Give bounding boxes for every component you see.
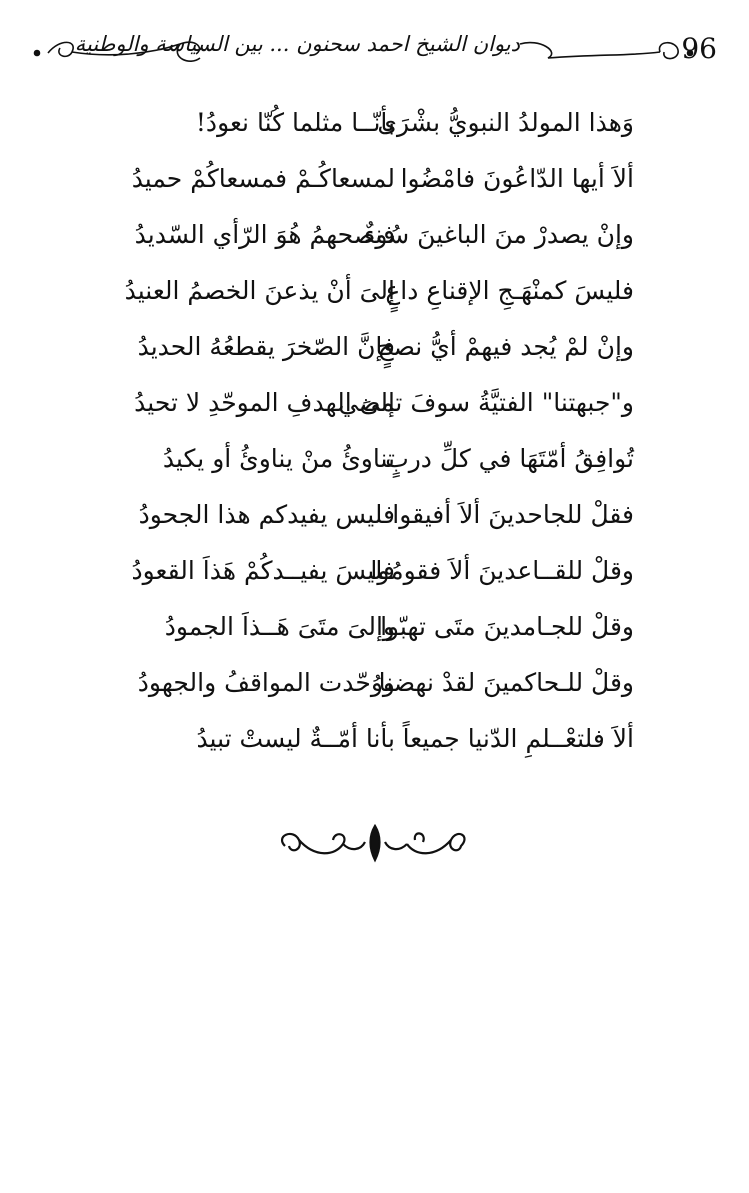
verse-second-hemistich: وإلىَ متَىَ هَــذاَ الجمودُ — [164, 612, 395, 641]
verse-second-hemistich: فنصحهمُ هُوَ الرّأي السّديدُ — [134, 220, 395, 249]
verse-first-hemistich: وإنْ يصدرْ منَ الباغينَ سُوءٌ — [363, 220, 634, 249]
verse-second-hemistich: فإنَّ الصّخرَ يقطعُهُ الحديدُ — [137, 332, 395, 361]
verse-second-hemistich: إلىَ أنْ يذعنَ الخصمُ العنيدُ — [124, 276, 395, 305]
verse-first-hemistich: فليسَ كمنْهَـجِ الإقناعِ داعٍ — [385, 276, 634, 305]
verse-second-hemistich: فليس يفيدكم هذا الجحودُ — [138, 500, 395, 529]
verse-4 — [0, 268, 749, 324]
verse-first-hemistich: وقلْ للقــاعدينَ ألاَ فقومُوا — [370, 556, 634, 585]
verse-second-hemistich: فليسَ يفيــدكُمْ هَذاَ القعودُ — [131, 556, 395, 585]
verse-second-hemistich: ووُحّدت المواقفُ والجهودُ — [137, 668, 395, 697]
verse-10 — [0, 604, 749, 660]
page-header — [0, 18, 749, 78]
verse-2 — [0, 156, 749, 212]
verse-first-hemistich: وإنْ لمْ يُجد فيهمْ أيُّ نصحٍ — [377, 332, 634, 361]
verse-second-hemistich: بأنا أمّــةٌ ليستْ تبيدُ — [196, 724, 395, 753]
verse-first-hemistich: ألاَ فلتعْــلمِ الدّنيا جميعاً — [402, 724, 634, 753]
verse-11 — [0, 660, 749, 716]
running-title: ديوان الشيخ احمد سحنون ... بين السياسة والوطنية — [74, 32, 520, 56]
verse-second-hemistich: بأنّــا مثلما كُنّا نعودُ! — [195, 108, 395, 137]
verse-12 — [0, 716, 749, 772]
verse-first-hemistich: تُوافِقُ أمّتَهَا في كلِّ دربٍ — [385, 444, 634, 473]
verse-first-hemistich: وَهذا المولدُ النبويُّ بشْرَى — [377, 108, 634, 137]
verse-first-hemistich: وقلْ للجـامدينَ متَى تهبّوا — [380, 612, 634, 641]
fleuron-ornament-icon — [265, 818, 485, 868]
verse-first-hemistich: و"جبهتنا" الفتيَّةُ سوفَ تمضي — [338, 388, 634, 417]
verse-1 — [0, 100, 749, 156]
verse-second-hemistich: لمسعاكُـمْ فمسعاكُمْ حميدُ — [131, 164, 395, 193]
verse-second-hemistich: تناوئُ منْ يناوئُ أو يكيدُ — [162, 444, 395, 473]
verse-first-hemistich: ألاَ أيها الدّاعُونَ فامْضُوا — [400, 164, 634, 193]
verse-9 — [0, 548, 749, 604]
verse-first-hemistich: وقلْ للـحاكمينَ لقدْ نهضنا — [378, 668, 634, 697]
verse-8 — [0, 492, 749, 548]
page-number: 96 — [681, 32, 717, 65]
verse-5 — [0, 324, 749, 380]
verse-3 — [0, 212, 749, 268]
verse-6 — [0, 380, 749, 436]
verse-second-hemistich: إلىَ الهدفِ الموحّدِ لا تحيدُ — [134, 388, 395, 417]
poem — [0, 100, 749, 772]
verse-first-hemistich: فقلْ للجاحدينَ ألاَ أفيقوا — [392, 500, 634, 529]
verse-7 — [0, 436, 749, 492]
